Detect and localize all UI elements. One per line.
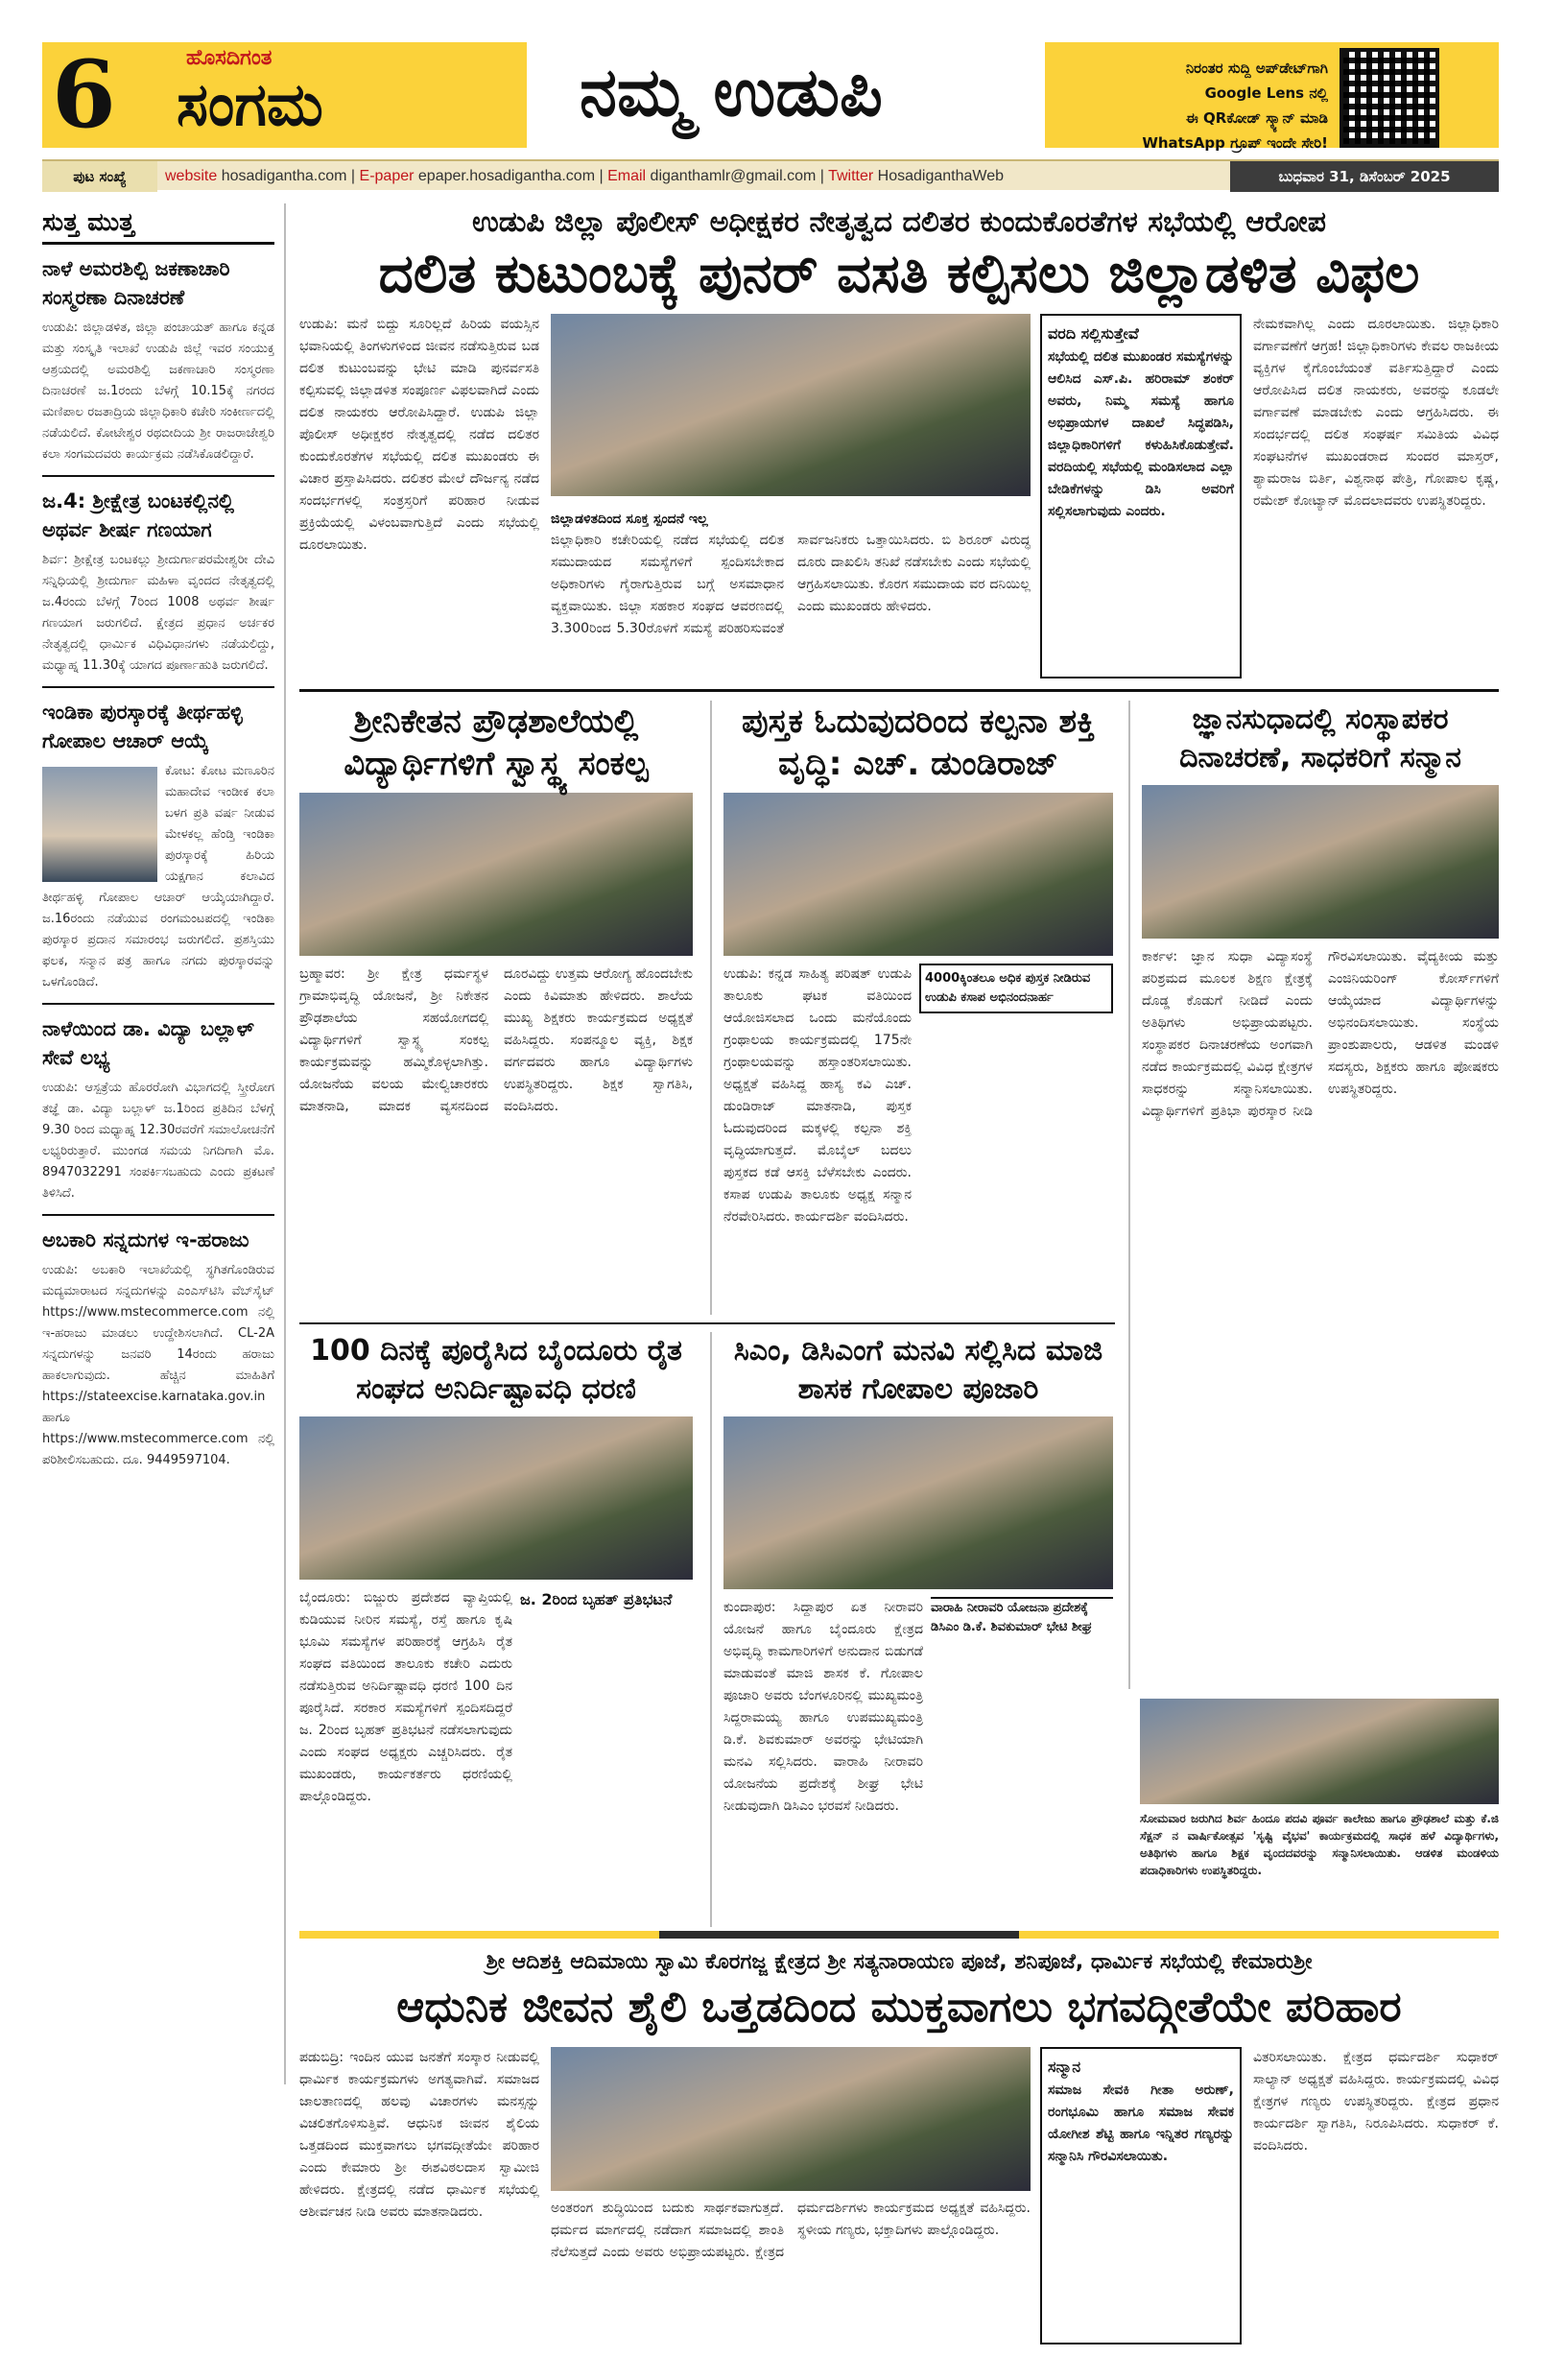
bottom-body-mid: ಅಂತರಂಗ ಶುದ್ಧಿಯಿಂದ ಬದುಕು ಸಾರ್ಥಕವಾಗುತ್ತದೆ. ಧರ್ಮದ ಮಾರ್ಗದಲ್ಲಿ ನಡೆದಾಗ ಸಮಾಜದಲ್ಲಿ ಶಾಂತಿ ನೆಲೆಸುತ್ತದೆ ಎಂದು ಅವರು ಅಭಿಪ್ರಾಯಪಟ್ಟರು. ಕ್ಷೇತ್ರದ ಧರ್ಮದರ್ಶಿಗಳು ಕಾರ್ಯಕ್ರಮದ ಅಧ್ಯಕ್ಷತೆ ವಹಿಸಿದ್ದರು. ಸ್ಥಳೀಯ ಗಣ್ಯರು, ಭಕ್ತಾದಿಗಳು ಪಾಲ್ಗೊಂಡಿದ್ದರು. bbox=[551, 2201, 1031, 2260]
qr-line-1: ನಿರಂತರ ಸುದ್ದಿ ಅಪ್‌ಡೇಟ್‌ಗಾಗಿ bbox=[1185, 60, 1328, 77]
section-divider bbox=[299, 1322, 1115, 1324]
school-photo bbox=[299, 793, 693, 956]
column-banner: ಸುತ್ತ ಮುತ್ತ bbox=[42, 203, 274, 245]
story-headline: ಪುಸ್ತಕ ಓದುವುದರಿಂದ ಕಲ್ಪನಾ ಶಕ್ತಿ ವೃದ್ಧಿ: ಎಚ್. ಡುಂಡಿರಾಜ್ bbox=[742, 702, 1095, 783]
edition-title: ನಮ್ಮ ಉಡುಪಿ bbox=[580, 53, 883, 131]
epaper-link[interactable]: epaper.hosadigantha.com bbox=[417, 168, 596, 184]
story-memorandum bbox=[710, 1332, 1113, 1927]
masthead bbox=[42, 40, 1499, 152]
bottom-body-left: ಪಡುಬಿದ್ರಿ: ಇಂದಿನ ಯುವ ಜನತೆಗೆ ಸಂಸ್ಕಾರ ನೀಡುವಲ್ಲಿ ಧಾರ್ಮಿಕ ಕಾರ್ಯಕ್ರಮಗಳು ಅಗತ್ಯವಾಗಿವೆ. ಸಮಾಜದ ಜಾಲತಾಣದಲ್ಲಿ ಹಲವು ವಿಚಾರಗಳು ಮನಸ್ಸನ್ನು ವಿಚಲಿತಗೊಳಿಸುತ್ತಿವೆ. ಆಧುನಿಕ ಜೀವನ ಶೈಲಿಯ ಒತ್ತಡದಿಂದ ಮುಕ್ತವಾಗಲು ಭಗವದ್ಗೀತೆಯೇ ಪರಿಹಾರ ಎಂದು ಕೇಮಾರು ಶ್ರೀ ಈಶವಿಠಲದಾಸ ಸ್ವಾಮೀಜಿ ಹೇಳಿದರು. ಕ್ಷೇತ್ರದಲ್ಲಿ ನಡೆದ ಧಾರ್ಮಿಕ ಸಭೆಯಲ್ಲಿ ಆಶೀರ್ವಚನ ನೀಡಿ ಅವರು ಮಾತನಾಡಿದರು. bbox=[299, 2050, 539, 2220]
story-founders-day bbox=[1128, 701, 1499, 1689]
anniversary-photo bbox=[1140, 1699, 1499, 1804]
story-headline: ಶ್ರೀನಿಕೇತನ ಪ್ರೌಢಶಾಲೆಯಲ್ಲಿ ವಿದ್ಯಾರ್ಥಿಗಳಿಗೆ ಸ್ವಾಸ್ಥ್ಯ ಸಂಕಲ್ಪ bbox=[344, 702, 649, 783]
brief-text: ಶಿರ್ವ: ಶ್ರೀಕ್ಷೇತ್ರ ಬಂಟಕಲ್ಲು ಶ್ರೀದುರ್ಗಾಪರಮೇಶ್ವರೀ ದೇವಿ ಸನ್ನಿಧಿಯಲ್ಲಿ ಶ್ರೀದುರ್ಗಾ ಮಹಿಳಾ ವೃಂದದ ನೇತೃತ್ವದಲ್ಲಿ ಜ.4ರಂದು ಬೆಳಗ್ಗೆ 7ರಿಂದ 1008 ಅಥರ್ವ ಶೀರ್ಷ ಗಣಯಾಗ ಜರುಗಲಿದೆ. ಕ್ಷೇತ್ರದ ಪ್ರಧಾನ ಅರ್ಚಕರ ನೇತೃತ್ವದಲ್ಲಿ ಧಾರ್ಮಿಕ ವಿಧಿವಿಧಾನಗಳು ನಡೆಯಲಿದ್ದು, ಮಧ್ಯಾಹ್ನ 11.30ಕ್ಕೆ ಯಾಗದ ಪೂರ್ಣಾಹುತಿ ಜರುಗಲಿದೆ. bbox=[42, 553, 274, 673]
issue-date: ಬುಧವಾರ 31, ಡಿಸೆಂಬರ್ 2025 bbox=[1230, 161, 1499, 192]
protest-photo bbox=[299, 1416, 693, 1580]
story-body: ಕಾರ್ಕಳ: ಜ್ಞಾನ ಸುಧಾ ವಿದ್ಯಾಸಂಸ್ಥೆ ಪರಿಶ್ರಮದ ಮೂಲಕ ಶಿಕ್ಷಣ ಕ್ಷೇತ್ರಕ್ಕೆ ದೊಡ್ಡ ಕೊಡುಗೆ ನೀಡಿದೆ ಎಂದು ಅತಿಥಿಗಳು ಅಭಿಪ್ರಾಯಪಟ್ಟರು. ಸಂಸ್ಥಾಪಕರ ದಿನಾಚರಣೆಯ ಅಂಗವಾಗಿ ನಡೆದ ಕಾರ್ಯಕ್ರಮದಲ್ಲಿ ವಿವಿಧ ಕ್ಷೇತ್ರಗಳ ಸಾಧಕರನ್ನು ಸನ್ಮಾನಿಸಲಾಯಿತು. ವಿದ್ಯಾರ್ಥಿಗಳಿಗೆ ಪ್ರತಿಭಾ ಪುರಸ್ಕಾರ ನೀಡಿ ಗೌರವಿಸಲಾಯಿತು. ವೈದ್ಯಕೀಯ ಮತ್ತು ಎಂಜಿನಿಯರಿಂಗ್ ಕೋರ್ಸ್‌ಗಳಿಗೆ ಆಯ್ಕೆಯಾದ ವಿದ್ಯಾರ್ಥಿಗಳನ್ನು ಅಭಿನಂದಿಸಲಾಯಿತು. ಸಂಸ್ಥೆಯ ಪ್ರಾಂಶುಪಾಲರು, ಆಡಳಿತ ಮಂಡಳಿ ಸದಸ್ಯರು, ಶಿಕ್ಷಕರು ಹಾಗೂ ಪೋಷಕರು ಉಪಸ್ಥಿತರಿದ್ದರು. bbox=[1142, 949, 1499, 1119]
brief-headline: ಜ.4: ಶ್ರೀಕ್ಷೇತ್ರ ಬಂಟಕಲ್ಲಿನಲ್ಲಿ ಅಥರ್ವ ಶೀರ್ಷ ಗಣಯಾಗ bbox=[42, 489, 234, 541]
twitter-link[interactable]: HosadiganthaWeb bbox=[877, 168, 1004, 184]
brief-headline: ಅಬಕಾರಿ ಸನ್ನದುಗಳ ಇ-ಹರಾಜು bbox=[42, 1228, 249, 1251]
box-headline: ಸನ್ಮಾನ bbox=[1048, 2058, 1081, 2076]
story-farmers-protest bbox=[299, 1332, 693, 1927]
lead-kicker: ಉಡುಪಿ ಜಿಲ್ಲಾ ಪೊಲೀಸ್ ಅಧೀಕ್ಷಕರ ನೇತೃತ್ವದ ದಲಿತರ ಕುಂದುಕೊರತೆಗಳ ಸಭೆಯಲ್ಲಿ ಆರೋಪ bbox=[471, 205, 1327, 239]
qr-code-icon[interactable] bbox=[1339, 48, 1439, 148]
portrait-photo bbox=[42, 767, 157, 882]
felicitation-photo bbox=[1142, 785, 1499, 939]
brand-small: ಹೊಸದಿಗಂತ bbox=[186, 46, 273, 70]
brief-headline: ನಾಳೆ ಅಮರಶಿಲ್ಪಿ ಜಕಣಾಚಾರಿ ಸಂಸ್ಮರಣಾ ದಿನಾಚರಣೆ bbox=[42, 257, 230, 309]
bottom-sidebar-box bbox=[1040, 2047, 1242, 2344]
brief-text: ಕೋಟ: ಕೋಟ ಮಣೂರಿನ ಮಹಾದೇವ ಇಂಡೀಕ ಕಲಾ ಬಳಗ ಪ್ರತಿ ವರ್ಷ ನೀಡುವ ಮೇಳಕಲ್ಲ ಹೆಂಡ್ತಿ ಇಂಡಿಕಾ ಪುರಸ್ಕಾರಕ್ಕೆ ಹಿರಿಯ ಯಕ್ಷಗಾನ ಕಲಾವಿದ ತೀರ್ಥಹಳ್ಳಿ ಗೋಪಾಲ ಆಚಾರ್ ಆಯ್ಕೆಯಾಗಿದ್ದಾರೆ. ಜ.16ರಂದು ನಡೆಯುವ ರಂಗಮಂಟಪದಲ್ಲಿ ಇಂಡಿಕಾ ಪುರಸ್ಕಾರ ಪ್ರದಾನ ಸಮಾರಂಭ ಜರುಗಲಿದೆ. ಪ್ರಶಸ್ತಿಯು ಫಲಕ, ಸನ್ಮಾನ ಪತ್ರ ಹಾಗೂ ನಗದು ಪುರಸ್ಕಾರವನ್ನು ಒಳಗೊಂಡಿದೆ. bbox=[42, 764, 274, 989]
qr-line-3: ಈ QRಕೋಡ್ ಸ್ಕ್ಯಾನ್ ಮಾಡಿ bbox=[1185, 109, 1328, 127]
bottom-kicker: ಶ್ರೀ ಆದಿಶಕ್ತಿ ಆದಿಮಾಯಿ ಸ್ವಾಮಿ ಕೊರಗಜ್ಜ ಕ್ಷೇತ್ರದ ಶ್ರೀ ಸತ್ಯನಾರಾಯಣ ಪೂಜೆ, ಶನಿಪೂಜೆ, ಧಾರ್ಮಿಕ ಸಭೆಯಲ್ಲಿ ಕೇಮಾರುಶ್ರೀ bbox=[486, 1950, 1313, 1974]
divider bbox=[42, 475, 274, 477]
bottom-body-right: ವಿತರಿಸಲಾಯಿತು. ಕ್ಷೇತ್ರದ ಧರ್ಮದರ್ಶಿ ಸುಧಾಕರ್ ಸಾಲ್ಯಾನ್ ಅಧ್ಯಕ್ಷತೆ ವಹಿಸಿದ್ದರು. ಕಾರ್ಯಕ್ರಮದಲ್ಲಿ ವಿವಿಧ ಕ್ಷೇತ್ರಗಳ ಗಣ್ಯರು ಉಪಸ್ಥಿತರಿದ್ದರು. ಕ್ಷೇತ್ರದ ಪ್ರಧಾನ ಕಾರ್ಯದರ್ಶಿ ಸ್ವಾಗತಿಸಿ, ನಿರೂಪಿಸಿದರು. ಸುಧಾಕರ್ ಕೆ. ವಂದಿಸಿದರು. bbox=[1253, 2050, 1499, 2154]
lead-photo-block bbox=[551, 314, 1031, 506]
bottom-story bbox=[299, 1946, 1499, 2349]
info-bar bbox=[42, 159, 1499, 190]
meeting-photo bbox=[551, 314, 1031, 496]
bottom-headline: ಆಧುನಿಕ ಜೀವನ ಶೈಲಿ ಒತ್ತಡದಿಂದ ಮುಕ್ತವಾಗಲು ಭಗವದ್ಗೀತೆಯೇ ಪರಿಹಾರ bbox=[396, 1983, 1402, 2032]
brief-headline: ನಾಳೆಯಿಂದ ಡಾ. ವಿದ್ಯಾ ಬಲ್ಲಾಳ್ ಸೇವೆ ಲಭ್ಯ bbox=[42, 1017, 254, 1069]
section-divider bbox=[299, 689, 1499, 692]
email-link[interactable]: diganthamlr@gmail.com bbox=[650, 168, 817, 184]
lead-headline: ದಲಿತ ಕುಟುಂಬಕ್ಕೆ ಪುನರ್ ವಸತಿ ಕಲ್ಪಿಸಲು ಜಿಲ್ಲಾಡಳಿತ ವಿಫಲ bbox=[378, 243, 1420, 305]
cm-meeting-photo bbox=[723, 1416, 1113, 1589]
epaper-label: E-paper bbox=[359, 168, 415, 184]
lead-body-left: ಉಡುಪಿ: ಮನೆ ಬಿದ್ದು ಸೂರಿಲ್ಲದೆ ಹಿರಿಯ ವಯಸ್ಸಿನ ಭವಾನಿಯಲ್ಲಿ ತಿಂಗಳುಗಳಿಂದ ಜೀವನ ನಡೆಸುತ್ತಿರುವ ಬಡ ದಲಿತ ಕುಟುಂಬವನ್ನು ಭೇಟಿ ಮಾಡಿ ಪುನರ್ವಸತಿ ಕಲ್ಪಿಸುವಲ್ಲಿ ಜಿಲ್ಲಾಡಳಿತ ಸಂಪೂರ್ಣ ವಿಫಲವಾಗಿದೆ ಎಂದು ದಲಿತ ನಾಯಕರು ಆರೋಪಿಸಿದ್ದಾರೆ. ಉಡುಪಿ ಜಿಲ್ಲಾ ಪೊಲೀಸ್ ಅಧೀಕ್ಷಕರ ನೇತೃತ್ವದಲ್ಲಿ ನಡೆದ ದಲಿತರ ಕುಂದುಕೊರತೆಗಳ ಸಭೆಯಲ್ಲಿ ದಲಿತ ಮುಖಂಡರು ಈ ವಿಚಾರ ಪ್ರಸ್ತಾಪಿಸಿದರು. ದಲಿತರ ಮೇಲೆ ದೌರ್ಜನ್ಯ ನಡೆದ ಸಂದರ್ಭಗಳಲ್ಲಿ ಸಂತ್ರಸ್ತರಿಗೆ ಪರಿಹಾರ ನೀಡುವ ಪ್ರಕ್ರಿಯೆಯಲ್ಲಿ ವಿಳಂಬವಾಗುತ್ತಿದೆ ಎಂದು ಸಭೆಯಲ್ಲಿ ದೂರಲಾಯಿತು. bbox=[299, 317, 539, 553]
story-body: ಬೈಂದೂರು: ಬಿಜ್ಜುರು ಪ್ರದೇಶದ ವ್ಯಾಪ್ತಿಯಲ್ಲಿ ಕುಡಿಯುವ ನೀರಿನ ಸಮಸ್ಯೆ, ರಸ್ತೆ ಹಾಗೂ ಕೃಷಿ ಭೂಮಿ ಸಮಸ್ಯೆಗಳ ಪರಿಹಾರಕ್ಕೆ ಆಗ್ರಹಿಸಿ ರೈತ ಸಂಘದ ವತಿಯಿಂದ ತಾಲೂಕು ಕಚೇರಿ ಎದುರು ನಡೆಸುತ್ತಿರುವ ಅನಿರ್ದಿಷ್ಟಾವಧಿ ಧರಣಿ 100 ದಿನ ಪೂರೈಸಿದೆ. ಸರಕಾರ ಸಮಸ್ಯೆಗಳಿಗೆ ಸ್ಪಂದಿಸದಿದ್ದರೆ ಜ. 2ರಿಂದ ಬೃಹತ್ ಪ್ರತಿಭಟನೆ ನಡೆಸಲಾಗುವುದು ಎಂದು ಸಂಘದ ಅಧ್ಯಕ್ಷರು ಎಚ್ಚರಿಸಿದರು. ರೈತ ಮುಖಂಡರು, ಕಾರ್ಯಕರ್ತರು ಧರಣಿಯಲ್ಲಿ ಪಾಲ್ಗೊಂಡಿದ್ದರು. bbox=[299, 1590, 512, 1804]
brief-headline: ಇಂಡಿಕಾ ಪುರಸ್ಕಾರಕ್ಕೆ ತೀರ್ಥಹಳ್ಳಿ ಗೋಪಾಲ ಆಚಾರ್ ಆಯ್ಕೆ bbox=[42, 701, 243, 752]
divider bbox=[42, 1214, 274, 1216]
lead-sidebar-box bbox=[1040, 314, 1242, 678]
box-text: ಸಭೆಯಲ್ಲಿ ದಲಿತ ಮುಖಂಡರ ಸಮಸ್ಯೆಗಳನ್ನು ಆಲಿಸಿದ ಎಸ್.ಪಿ. ಹರಿರಾಮ್ ಶಂಕರ್ ಅವರು, ನಿಮ್ಮ ಸಮಸ್ಯೆ ಹಾಗೂ ಅಭಿಪ್ರಾಯಗಳ ದಾಖಲೆ ಸಿದ್ಧಪಡಿಸಿ, ಜಿಲ್ಲಾಧಿಕಾರಿಗಳಿಗೆ ಕಳುಹಿಸಿಕೊಡುತ್ತೇವೆ. ವರದಿಯಲ್ಲಿ ಸಭೆಯಲ್ಲಿ ಮಂಡಿಸಲಾದ ಎಲ್ಲಾ ಬೇಡಿಕೆಗಳನ್ನು ಡಿಸಿ ಅವರಿಗೆ ಸಲ್ಲಿಸಲಾಗುವುದು ಎಂದರು. bbox=[1048, 349, 1234, 519]
lead-photo-caption: ಜಿಲ್ಲಾಡಳಿತದಿಂದ ಸೂಕ್ತ ಸ್ಪಂದನೆ ಇಲ್ಲ bbox=[551, 512, 708, 527]
website-label: website bbox=[165, 168, 218, 184]
ceremony-photo bbox=[551, 2047, 1031, 2191]
contact-links: website hosadigantha.com | E-paper epaper.hosadigantha.com | Email diganthamlr@gmail.com | Twitter HosadiganthaWeb bbox=[165, 168, 1004, 184]
qr-promo bbox=[1050, 56, 1328, 155]
story-headline: 100 ದಿನಕ್ಕೆ ಪೂರೈಸಿದ ಬೈಂದೂರು ರೈತ ಸಂಘದ ಅನಿರ್ದಿಷ್ಟಾವಧಿ ಧರಣಿ bbox=[310, 1334, 682, 1406]
story-headline: ಜ್ಞಾನಸುಧಾದಲ್ಲಿ ಸಂಸ್ಥಾಪಕರ ದಿನಾಚರಣೆ, ಸಾಧಕರಿಗೆ ಸನ್ಮಾನ bbox=[1179, 702, 1461, 774]
left-column bbox=[42, 203, 286, 2084]
story-box: ವಾರಾಹಿ ನೀರಾವರಿ ಯೋಜನಾ ಪ್ರದೇಶಕ್ಕೆ ಡಿಸಿಎಂ ಡಿ.ಕೆ. ಶಿವಕುಮಾರ್ ಭೇಟಿ ಶೀಘ್ರ bbox=[931, 1597, 1113, 1637]
lead-body-right: ನೇಮಕವಾಗಿಲ್ಲ ಎಂದು ದೂರಲಾಯಿತು. ಜಿಲ್ಲಾಧಿಕಾರಿ ವರ್ಗಾವಣೆಗೆ ಆಗ್ರಹ! ಜಿಲ್ಲಾಧಿಕಾರಿಗಳು ಕೇವಲ ರಾಜಕೀಯ ವ್ಯಕ್ತಿಗಳ ಕೈಗೊಂಬೆಯಂತೆ ವರ್ತಿಸುತ್ತಿದ್ದಾರೆ ಎಂದು ಆರೋಪಿಸಿದ ದಲಿತ ನಾಯಕರು, ಅವರನ್ನು ಕೂಡಲೇ ವರ್ಗಾವಣೆ ಮಾಡಬೇಕು ಎಂದು ಆಗ್ರಹಿಸಿದರು. ಈ ಸಂದರ್ಭದಲ್ಲಿ ದಲಿತ ಸಂಘರ್ಷ ಸಮಿತಿಯ ವಿವಿಧ ಸಂಘಟನೆಗಳ ಮುಖಂಡರಾದ ಸುಂದರ ಮಾಸ್ತರ್, ಶ್ಯಾಮರಾಜ ಬಿರ್ತಿ, ವಿಶ್ವನಾಥ ಪೇತ್ರಿ, ಗೋಪಾಲ ಕೃಷ್ಣ, ರಮೇಶ್ ಕೋಟ್ಯಾನ್ ಮೊದಲಾದವರು ಉಪಸ್ಥಿತರಿದ್ದರು. bbox=[1253, 317, 1499, 509]
qr-line-2: Google Lens ನಲ್ಲಿ bbox=[1204, 84, 1328, 102]
lead-body-mid: ಜಿಲ್ಲಾಧಿಕಾರಿ ಕಚೇರಿಯಲ್ಲಿ ನಡೆದ ಸಭೆಯಲ್ಲಿ ದಲಿತ ಸಮುದಾಯದ ಸಮಸ್ಯೆಗಳಿಗೆ ಸ್ಪಂದಿಸಬೇಕಾದ ಅಧಿಕಾರಿಗಳು ಗೈರಾಗುತ್ತಿರುವ ಬಗ್ಗೆ ಅಸಮಾಧಾನ ವ್ಯಕ್ತವಾಯಿತು. ಜಿಲ್ಲಾ ಸಹಕಾರ ಸಂಘದ ಆವರಣದಲ್ಲಿ 3.300ರಿಂದ 5.30ರೊಳಗೆ ಸಮಸ್ಯೆ ಪರಿಹರಿಸುವಂತೆ ಸಾರ್ವಜನಿಕರು ಒತ್ತಾಯಿಸಿದರು. ಬಿ ಶಿರೂರ್ ವಿರುದ್ಧ ದೂರು ದಾಖಲಿಸಿ ತನಿಖೆ ನಡೆಸಬೇಕು ಎಂದು ಸಭೆಯಲ್ಲಿ ಆಗ್ರಹಿಸಲಾಯಿತು. ಕೊರಗ ಸಮುದಾಯ ವರ ದನಿಯಿಲ್ಲ ಎಂದು ಮುಖಂಡರು ಹೇಳಿದರು. bbox=[551, 533, 1031, 636]
story-anniversary bbox=[1140, 1699, 1499, 1927]
box-headline: ವರದಿ ಸಲ್ಲಿಸುತ್ತೇವೆ bbox=[1048, 324, 1139, 343]
divider bbox=[42, 686, 274, 688]
story-box: 4000ಕ್ಕಿಂತಲೂ ಅಧಿಕ ಪುಸ್ತಕ ನೀಡಿರುವ ಉಡುಪಿ ಕಸಾಪ ಅಭಿನಂದನಾರ್ಹ bbox=[919, 964, 1113, 1013]
decorative-strip bbox=[299, 1931, 1499, 1939]
story-headline: ಸಿಎಂ, ಡಿಸಿಎಂಗೆ ಮನವಿ ಸಲ್ಲಿಸಿದ ಮಾಜಿ ಶಾಸಕ ಗೋಪಾಲ ಪೂಜಾರಿ bbox=[733, 1334, 1103, 1406]
brief-text: ಉಡುಪಿ: ಜಿಲ್ಲಾಡಳಿತ, ಜಿಲ್ಲಾ ಪಂಚಾಯತ್ ಹಾಗೂ ಕನ್ನಡ ಮತ್ತು ಸಂಸ್ಕೃತಿ ಇಲಾಖೆ ಉಡುಪಿ ಜಿಲ್ಲೆ ಇವರ ಸಂಯುಕ್ತ ಆಶ್ರಯದಲ್ಲಿ ಅಮರಶಿಲ್ಪಿ ಜಕಣಾಚಾರಿ ಸಂಸ್ಮರಣಾ ದಿನಾಚರಣೆ ಜ.1ರಂದು ಬೆಳಗ್ಗೆ 10.15ಕ್ಕೆ ನಗರದ ಮಣಿಪಾಲ ರಜತಾದ್ರಿಯ ಜಿಲ್ಲಾಧಿಕಾರಿ ಕಚೇರಿ ಸಂಕೀರ್ಣದಲ್ಲಿ ನಡೆಯಲಿದೆ. ಕೋಟೇಶ್ವರ ರಥಬೀದಿಯ ಶ್ರೀ ರಾಜರಾಜೇಶ್ವರಿ ಕಲಾ ಸಂಗಮದವರು ಕಾರ್ಯಕ್ರಮ ನಡೆಸಿಕೊಡಲಿದ್ದಾರೆ. bbox=[42, 321, 274, 462]
library-photo bbox=[723, 793, 1113, 956]
photo-caption: ಸೋಮವಾರ ಜರುಗಿದ ಶಿರ್ವ ಹಿಂದೂ ಪದವಿ ಪೂರ್ವ ಕಾಲೇಜು ಹಾಗೂ ಪ್ರೌಢಶಾಲೆ ಮತ್ತು ಕೆ.ಜಿ ಸೆಕ್ಷನ್ ನ ವಾರ್ಷಿಕೋತ್ಸವ 'ಸೃಷ್ಟಿ ವೈಭವ' ಕಾರ್ಯಕ್ರಮದಲ್ಲಿ ಸಾಧಕ ಹಳೆ ವಿದ್ಯಾರ್ಥಿಗಳು, ಅತಿಥಿಗಳು ಹಾಗೂ ಶಿಕ್ಷಕ ವೃಂದದವರನ್ನು ಸನ್ಮಾನಿಸಲಾಯಿತು. ಆಡಳಿತ ಮಂಡಳಿಯ ಪದಾಧಿಕಾರಿಗಳು ಉಪಸ್ಥಿತರಿದ್ದರು. bbox=[1140, 1812, 1499, 1877]
page-tag: ಪುಟ ಸಂಖ್ಯೆ bbox=[42, 161, 157, 192]
brief-text: ಉಡುಪಿ: ಅಬಕಾರಿ ಇಲಾಖೆಯಲ್ಲಿ ಸ್ಥಗಿತಗೊಂಡಿರುವ ಮದ್ಯಮಾರಾಟದ ಸನ್ನದುಗಳನ್ನು ಎಂಎಸ್‌ಟಿಸಿ ವೆಬ್‌ಸೈಟ್ https://www.mstecommerce.com ನಲ್ಲಿ ಇ-ಹರಾಜು ಮಾಡಲು ಉದ್ದೇಶಿಸಲಾಗಿದೆ. CL-2A ಸನ್ನದುಗಳನ್ನು ಜನವರಿ 14ರಂದು ಹರಾಜು ಹಾಕಲಾಗುವುದು. ಹೆಚ್ಚಿನ ಮಾಹಿತಿಗೆ https://stateexcise.karnataka.gov.in ಹಾಗೂ https://www.mstecommerce.com ನಲ್ಲಿ ಪರಿಶೀಲಿಸಬಹುದು. ದೂ. 9449597104. bbox=[42, 1263, 274, 1467]
website-link[interactable]: hosadigantha.com bbox=[221, 168, 347, 184]
story-health-pledge bbox=[299, 701, 693, 1315]
box-text: ಸಮಾಜ ಸೇವಕಿ ಗೀತಾ ಅರುಣ್, ರಂಗಭೂಮಿ ಹಾಗೂ ಸಮಾಜ ಸೇವಕ ಯೋಗೀಶ ಶೆಟ್ಟಿ ಹಾಗೂ ಇನ್ನಿತರ ಗಣ್ಯರನ್ನು ಸನ್ಮಾನಿಸಿ ಗೌರವಿಸಲಾಯಿತು. bbox=[1048, 2082, 1234, 2164]
story-body: ಉಡುಪಿ: ಕನ್ನಡ ಸಾಹಿತ್ಯ ಪರಿಷತ್ ಉಡುಪಿ ತಾಲೂಕು ಘಟಕ ವತಿಯಿಂದ ಆಯೋಜಿಸಲಾದ ಒಂದು ಮನೆಯೊಂದು ಗ್ರಂಥಾಲಯ ಕಾರ್ಯಕ್ರಮದಲ್ಲಿ 175ನೇ ಗ್ರಂಥಾಲಯವನ್ನು ಹಸ್ತಾಂತರಿಸಲಾಯಿತು. ಅಧ್ಯಕ್ಷತೆ ವಹಿಸಿದ್ದ ಹಾಸ್ಯ ಕವಿ ಎಚ್. ಡುಂಡಿರಾಜ್ ಮಾತನಾಡಿ, ಪುಸ್ತಕ ಓದುವುದರಿಂದ ಮಕ್ಕಳಲ್ಲಿ ಕಲ್ಪನಾ ಶಕ್ತಿ ವೃದ್ಧಿಯಾಗುತ್ತದೆ. ಮೊಬೈಲ್ ಬದಲು ಪುಸ್ತಕದ ಕಡೆ ಆಸಕ್ತಿ ಬೆಳೆಸಬೇಕು ಎಂದರು. ಕಸಾಪ ಉಡುಪಿ ತಾಲೂಕು ಅಧ್ಯಕ್ಷ ಸನ್ಮಾನ ನೆರವೇರಿಸಿದರು. ಕಾರ್ಯದರ್ಶಿ ವಂದಿಸಿದರು. bbox=[723, 966, 912, 1225]
divider bbox=[42, 1003, 274, 1005]
story-body: ಬ್ರಹ್ಮಾವರ: ಶ್ರೀ ಕ್ಷೇತ್ರ ಧರ್ಮಸ್ಥಳ ಗ್ರಾಮಾಭಿವೃದ್ಧಿ ಯೋಜನೆ, ಶ್ರೀ ನಿಕೇತನ ಪ್ರೌಢಶಾಲೆಯ ಸಹಯೋಗದಲ್ಲಿ ವಿದ್ಯಾರ್ಥಿಗಳಿಗೆ ಸ್ವಾಸ್ಥ್ಯ ಸಂಕಲ್ಪ ಕಾರ್ಯಕ್ರಮವನ್ನು ಹಮ್ಮಿಕೊಳ್ಳಲಾಗಿತ್ತು. ಯೋಜನೆಯ ವಲಯ ಮೇಲ್ವಿಚಾರಕರು ಮಾತನಾಡಿ, ಮಾದಕ ವ್ಯಸನದಿಂದ ದೂರವಿದ್ದು ಉತ್ತಮ ಆರೋಗ್ಯ ಹೊಂದಬೇಕು ಎಂದು ಕಿವಿಮಾತು ಹೇಳಿದರು. ಶಾಲೆಯ ಮುಖ್ಯ ಶಿಕ್ಷಕರು ಕಾರ್ಯಕ್ರಮದ ಅಧ್ಯಕ್ಷತೆ ವಹಿಸಿದ್ದರು. ಸಂಪನ್ಮೂಲ ವ್ಯಕ್ತಿ, ಶಿಕ್ಷಕ ವರ್ಗದವರು ಹಾಗೂ ವಿದ್ಯಾರ್ಥಿಗಳು ಉಪಸ್ಥಿತರಿದ್ದರು. ಶಿಕ್ಷಕ ಸ್ವಾಗತಿಸಿ, ವಂದಿಸಿದರು. bbox=[299, 966, 693, 1114]
story-body: ಕುಂದಾಪುರ: ಸಿದ್ದಾಪುರ ಏತ ನೀರಾವರಿ ಯೋಜನೆ ಹಾಗೂ ಬೈಂದೂರು ಕ್ಷೇತ್ರದ ಅಭಿವೃದ್ಧಿ ಕಾಮಗಾರಿಗಳಿಗೆ ಅನುದಾನ ಬಿಡುಗಡೆ ಮಾಡುವಂತೆ ಮಾಜಿ ಶಾಸಕ ಕೆ. ಗೋಪಾಲ ಪೂಜಾರಿ ಅವರು ಬೆಂಗಳೂರಿನಲ್ಲಿ ಮುಖ್ಯಮಂತ್ರಿ ಸಿದ್ದರಾಮಯ್ಯ ಹಾಗೂ ಉಪಮುಖ್ಯಮಂತ್ರಿ ಡಿ.ಕೆ. ಶಿವಕುಮಾರ್ ಅವರನ್ನು ಭೇಟಿಯಾಗಿ ಮನವಿ ಸಲ್ಲಿಸಿದರು. ವಾರಾಹಿ ನೀರಾವರಿ ಯೋಜನೆಯ ಪ್ರದೇಶಕ್ಕೆ ಶೀಘ್ರ ಭೇಟಿ ನೀಡುವುದಾಗಿ ಡಿಸಿಎಂ ಭರವಸೆ ನೀಡಿದರು. bbox=[723, 1600, 923, 1814]
brief-text: ಉಡುಪಿ: ಆಸ್ಪತ್ರೆಯ ಹೊರರೋಗಿ ವಿಭಾಗದಲ್ಲಿ ಸ್ತ್ರೀರೋಗ ತಜ್ಞೆ ಡಾ. ವಿದ್ಯಾ ಬಲ್ಲಾಳ್ ಜ.1ರಿಂದ ಪ್ರತಿದಿನ ಬೆಳಗ್ಗೆ 9.30 ರಿಂದ ಮಧ್ಯಾಹ್ನ 12.30ರವರೆಗೆ ಸಮಾಲೋಚನೆಗೆ ಲಭ್ಯರಿರುತ್ತಾರೆ. ಮುಂಗಡ ಸಮಯ ನಿಗದಿಗಾಗಿ ಮೊ. 8947032291 ಸಂಪರ್ಕಿಸಬಹುದು ಎಂದು ಪ್ರಕಟಣೆ ತಿಳಿಸಿದೆ. bbox=[42, 1081, 274, 1201]
story-reading bbox=[710, 701, 1113, 1315]
page-number: 6 bbox=[52, 40, 116, 149]
lead-story bbox=[299, 203, 1499, 683]
twitter-label: Twitter bbox=[828, 168, 874, 184]
email-label: Email bbox=[607, 168, 647, 184]
story-box: ಜ. 2ರಿಂದ ಬೃಹತ್ ಪ್ರತಿಭಟನೆ bbox=[520, 1590, 673, 1608]
qr-line-4: WhatsApp ಗ್ರೂಪ್ ಇಂದೇ ಸೇರಿ! bbox=[1142, 134, 1328, 152]
brand-logo: ಸಂಗಮ bbox=[177, 69, 323, 139]
